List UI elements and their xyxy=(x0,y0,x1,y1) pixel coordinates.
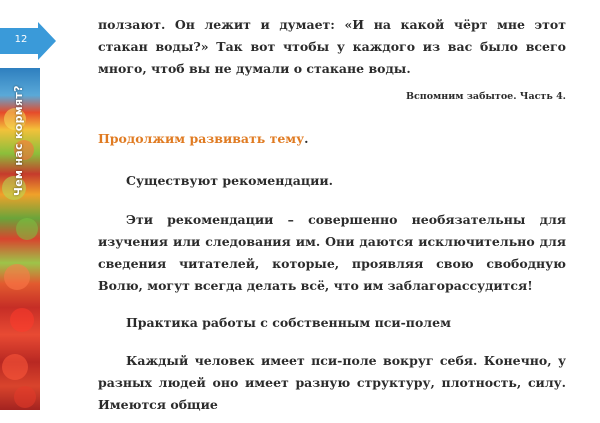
page-number-marker xyxy=(0,22,56,60)
page-number: 12 xyxy=(14,34,28,45)
paragraph-recommendations: Существуют рекомендации. xyxy=(126,173,333,188)
paragraph-psi-field: Каждый человек имеет пси-поле вокруг себя. Конечно, у разных людей оно имеет разную структуру, плотность, силу. Имеются общие xyxy=(98,353,566,412)
paragraph-practice: Практика работы с собственным пси-полем xyxy=(126,315,451,330)
source-citation: Вспомним забытое. Часть 4. xyxy=(405,91,566,102)
side-title: Чем нас кормят? xyxy=(12,85,25,196)
section-heading-dot: . xyxy=(304,131,309,146)
produce-image-strip xyxy=(0,68,40,410)
section-heading xyxy=(98,131,309,146)
paragraph-optional: Эти рекомендации – совершенно необязательны для изучения или следования им. Они даются исключительно для сведения читателей, которые, проявляя свою свободную Волю, могут всегда делать всё, что им заблагорассудится! xyxy=(98,212,566,293)
section-heading-text: Продолжим развивать тему xyxy=(98,131,305,146)
continuation-paragraph: ползают. Он лежит и думает: «И на какой чёрт мне этот стакан воды?» Так вот чтобы у каждого из вас было всего много, чтоб вы не думали о стакане воды. xyxy=(98,17,566,76)
